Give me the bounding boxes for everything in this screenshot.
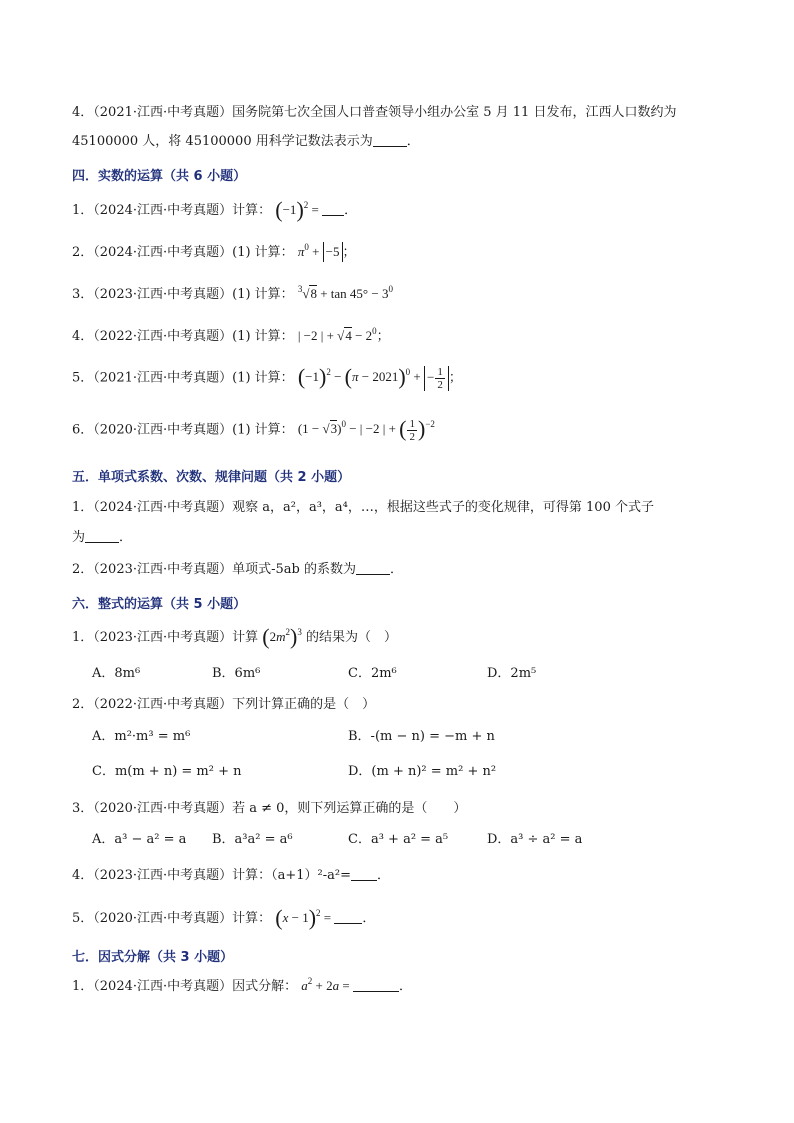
s6-q1-option-d: D．2m⁵ [487,666,537,681]
answer-blank [322,202,344,216]
s4-question-1: 1．（2024·江西·中考真题）计算： $(-1)^2$ = ． [72,197,358,222]
s4-q2-prefix: 2．（2024·江西·中考真题）(1) 计算： [72,245,294,260]
answer-blank [334,910,362,924]
s4-q2-expr: $\pi^0 + -5$ [298,244,343,259]
s5-question-1-line1: 1．（2024·江西·中考真题）观察 a，a²，a³，a⁴，…，根据这些式子的变化规律，可得第 100 个式子 [72,500,654,515]
s6-q2-option-c: C．m(m + n) = m² + n [92,764,242,779]
question-4-text: 45100000 人，将 45100000 用科学记数法表示为 [72,134,373,149]
answer-blank [351,867,377,881]
s4-q3-expr: $^3√8 + \tan 45^\circ - 3^0$ [297,284,393,301]
answer-blank [373,133,407,147]
s4-question-3 [72,284,393,305]
s6-question-5 [72,905,376,930]
s4-question-2: 2．（2024·江西·中考真题）(1) 计算： $\pi^0 + -5$ ； [72,242,356,260]
section-6-title: 六．整式的运算（共 5 小题） [72,597,247,612]
s4-question-5: 5．（2021·江西·中考真题）(1) 计算： $(-1)^2 - (\pi - 2021)^0$ + − $\frac{1}{2}$ ； [72,364,462,391]
answer-blank [85,529,119,543]
s6-q2-option-a: A．m²·m³ = m⁶ [92,729,191,744]
s6-q1-prefix: 1．（2023·江西·中考真题）计算 [72,630,259,645]
period: ． [398,979,412,994]
s6-q3-option-d: D．a³ ÷ a² = a [487,832,583,847]
s7-q1-expr: $a^2 + 2a$ = [301,976,350,993]
s6-q3-option-c: C．a³ + a² = a⁵ [348,832,449,847]
s6-q1-option-c: C．2m⁶ [348,666,397,681]
s6-question-1 [72,624,397,649]
s6-q3-option-a: A．a³ − a² = a [92,832,187,847]
s6-q1-option-a: A．8m⁶ [92,666,141,681]
answer-blank [356,561,390,575]
s6-q1-suffix: 的结果为（ ） [305,630,397,645]
section-7-title: 七．因式分解（共 3 小题） [72,950,234,965]
period: ． [390,562,404,577]
s4-q3-prefix: 3．（2023·江西·中考真题）(1) 计算： [72,287,294,302]
s4-q6-prefix: 6．（2020·江西·中考真题）(1) 计算： [72,422,294,438]
s6-question-2: 2．（2022·江西·中考真题）下列计算正确的是（ ） [72,697,376,712]
s4-q1-prefix: 1．（2024·江西·中考真题）计算： [72,203,272,218]
s6-q4-text: 4．（2023·江西·中考真题）计算：（a+1）²-a²= [72,868,351,883]
s6-question-3: 3．（2020·江西·中考真题）若 a ≠ 0，则下列运算正确的是（ ） [72,801,467,816]
s5-q1-text: 为 [72,530,86,545]
s4-q1-expr: $(-1)^2$ = [275,197,319,222]
section-4-title: 四．实数的运算（共 6 小题） [72,169,247,184]
period: ． [377,868,391,883]
period: ． [119,530,133,545]
s4-q4-prefix: 4．（2022·江西·中考真题）(1) 计算： [72,329,294,344]
s6-q3-option-b: B．a³a² = a⁶ [212,832,293,847]
s4-q6-expr: $(1 - √3)^0$ − | −2 | + ( $\frac{1}{2}$ )$^{-2}$ [297,416,435,443]
s4-q5-expr: $(-1)^2 - (\pi - 2021)^0$ + − $\frac{1}{2}$ [298,369,449,384]
s7-question-1 [72,976,412,997]
s6-question-4 [72,866,390,886]
s4-q5-prefix: 5．（2021·江西·中考真题）(1) 计算： [72,370,294,386]
section-5-title: 五．单项式系数、次数、规律问题（共 2 小题） [72,470,351,485]
s6-q5-expr: $(x - 1)^2$ = [275,905,332,930]
question-4-line2 [72,132,420,152]
s4-question-6 [72,418,435,443]
s5-question-1-line2 [72,528,132,548]
s7-q1-prefix: 1．（2024·江西·中考真题）因式分解： [72,979,298,994]
s6-q1-option-b: B．6m⁶ [212,666,261,681]
s6-q1-expr: $(2m^2)^3$ [262,624,302,649]
s5-q2-text: 2．（2023·江西·中考真题）单项式-5ab 的系数为 [72,562,356,577]
s4-question-4: 4．（2022·江西·中考真题）(1) 计算： | −2 | + $√4 - 2^0$； [72,326,390,344]
s6-q2-option-b: B．-(m − n) = −m + n [348,729,495,744]
period: ． [362,911,376,926]
question-4-line1: 4．（2021·江西·中考真题）国务院第七次全国人口普查领导小组办公室 5 月 11 日发布，江西人口数约为 [72,105,677,120]
s5-question-2 [72,560,403,580]
s6-q5-prefix: 5．（2020·江西·中考真题）计算： [72,911,272,926]
s6-q2-option-d: D．(m + n)² = m² + n² [348,764,497,779]
answer-blank [353,978,399,992]
period: ． [406,134,420,149]
s4-q4-expr: | −2 | + $√4 - 2^0$ [297,326,377,343]
